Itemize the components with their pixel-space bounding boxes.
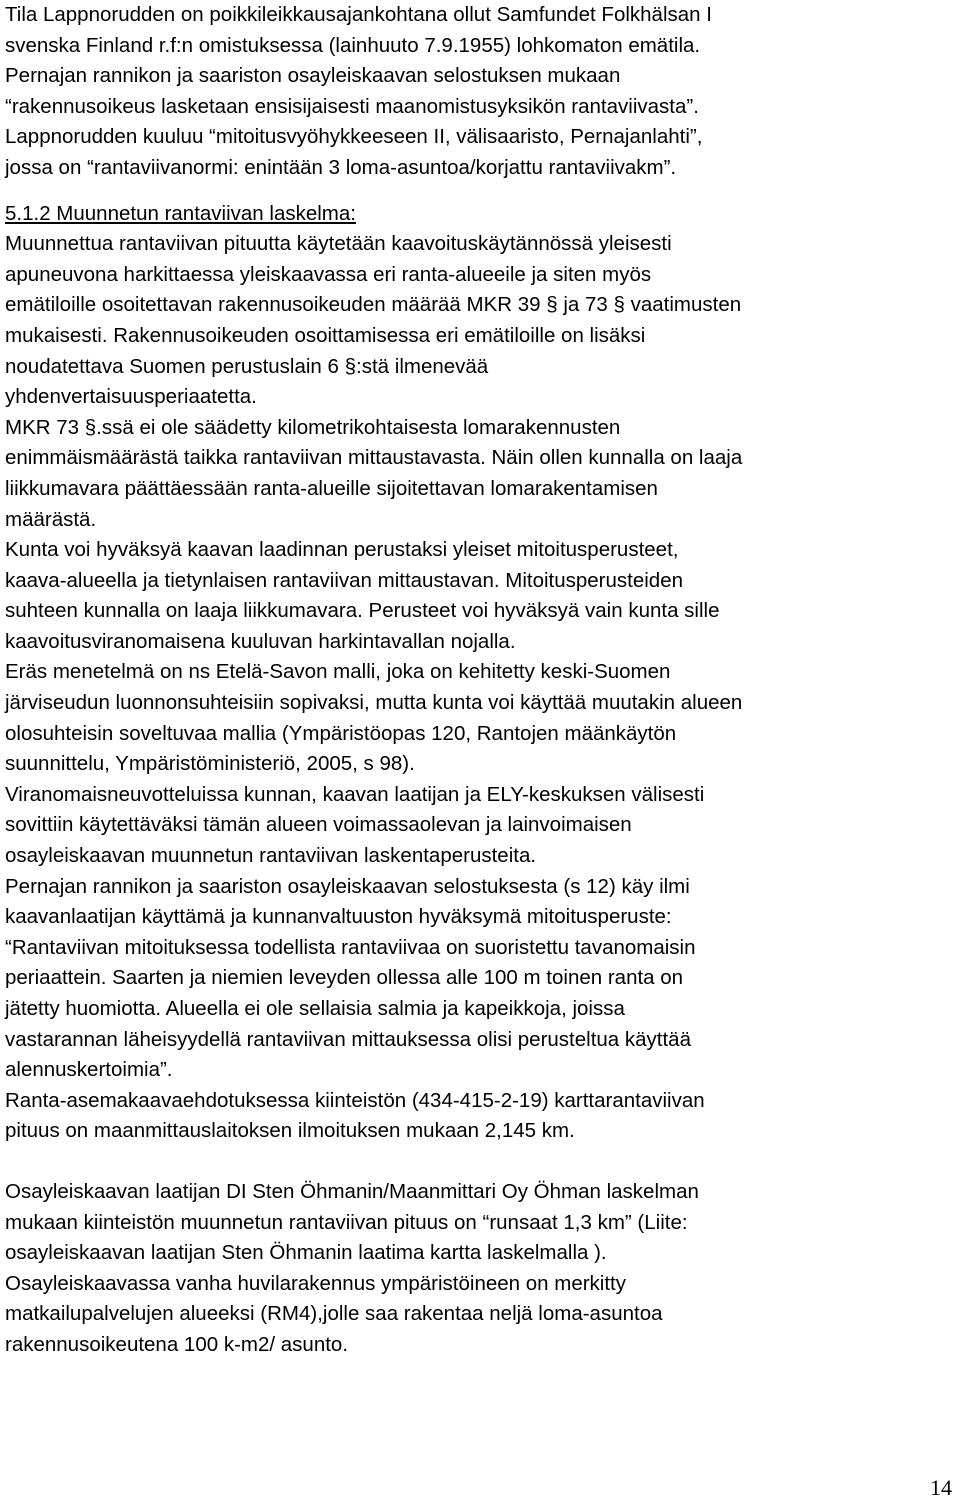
text-line: rakennusoikeutena 100 k-m2/ asunto. xyxy=(5,1332,349,1356)
text-line: “Rantaviivan mitoituksessa todellista rantaviivaa on suoristettu tavanomaisin xyxy=(5,935,696,959)
text-line: mukaisesti. Rakennusoikeuden osoittamisessa eri emätiloille on lisäksi xyxy=(5,323,646,347)
text-line: kaava-alueella ja tietynlaisen rantaviivan mittaustavan. Mitoitusperusteiden xyxy=(5,568,684,592)
document-page xyxy=(5,0,955,1361)
text-line: kaavanlaatijan käyttämä ja kunnanvaltuuston hyväksymä mitoitusperuste: xyxy=(5,905,672,929)
text-line: liikkumavara päättäessään ranta-alueille sijoitettavan lomarakentamisen xyxy=(5,476,658,500)
text-line: Osayleiskaavassa vanha huvilarakennus ympäristöineen on merkitty xyxy=(5,1271,627,1295)
text-line: määrästä. xyxy=(5,507,97,531)
text-line: matkailupalvelujen alueeksi (RM4),jolle saa rakentaa neljä loma-asuntoa xyxy=(5,1302,663,1326)
text-line: suunnittelu, Ympäristöministeriö, 2005, s 98). xyxy=(5,752,415,776)
text-line: Pernajan rannikon ja saariston osayleiskaavan selostuksen mukaan xyxy=(5,64,621,88)
text-line: “rakennusoikeus lasketaan ensisijaisesti maanomistusyksikön rantaviivasta”. xyxy=(5,94,699,118)
text-line: yhdenvertaisuusperiaatetta. xyxy=(5,385,257,409)
text-line: Viranomaisneuvotteluissa kunnan, kaavan laatijan ja ELY-keskuksen välisesti xyxy=(5,782,705,806)
text-line: Lappnorudden kuuluu “mitoitusvyöhykkeeseen II, välisaaristo, Pernajanlahti”, xyxy=(5,125,703,149)
page-number: 14 xyxy=(930,1475,952,1500)
text-line: Tila Lappnorudden on poikkileikkausajankohtana ollut Samfundet Folkhälsan I xyxy=(5,3,712,26)
text-line: svenska Finland r.f:n omistuksessa (lainhuuto 7.9.1955) lohkomaton emätila. xyxy=(5,33,701,57)
text-line: noudatettava Suomen perustuslain 6 §:stä ilmenevää xyxy=(5,354,489,378)
paragraph-calculation-result xyxy=(5,1177,955,1361)
text-line: Ranta-asemakaavaehdotuksessa kiinteistön (434-415-2-19) karttarantaviivan xyxy=(5,1088,705,1112)
text-line: mukaan kiinteistön muunnetun rantaviivan pituus on “runsaat 1,3 km” (Liite: xyxy=(5,1210,688,1234)
text-line: Pernajan rannikon ja saariston osayleiskaavan selostuksesta (s 12) käy ilmi xyxy=(5,874,690,898)
text-line: Kunta voi hyväksyä kaavan laadinnan perustaksi yleiset mitoitusperusteet, xyxy=(5,538,679,562)
text-line: suhteen kunnalla on laaja liikkumavara. Perusteet voi hyväksyä vain kunta sille xyxy=(5,599,720,623)
text-line: Osayleiskaavan laatijan DI Sten Öhmanin/Maanmittari Oy Öhman laskelman xyxy=(5,1179,699,1203)
text-line: apuneuvona harkittaessa yleiskaavassa eri ranta-alueeile ja siten myös xyxy=(5,262,652,286)
text-line: osayleiskaavan laatijan Sten Öhmanin laatima kartta laskelmalla ). xyxy=(5,1241,607,1265)
text-line: emätiloille osoitettavan rakennusoikeuden määrää MKR 39 § ja 73 § vaatimusten xyxy=(5,293,742,317)
spacer xyxy=(5,184,955,199)
paragraph-property-ownership xyxy=(5,0,955,184)
text-line: sovittiin käytettäväksi tämän alueen voimassaolevan ja lainvoimaisen xyxy=(5,813,632,837)
text-line: MKR 73 §.ssä ei ole säädetty kilometrikohtaisesta lomarakennusten xyxy=(5,415,621,439)
text-line: jossa on “rantaviivanormi: enintään 3 loma-asuntoa/korjattu rantaviivakm”. xyxy=(5,155,677,179)
text-line: enimmäismäärästä taikka rantaviivan mittaustavasta. Näin ollen kunnalla on laaja xyxy=(5,446,743,470)
text-line: järviseudun luonnonsuhteisiin sopivaksi, mutta kunta voi käyttää muutakin alueen xyxy=(5,691,743,715)
text-line: periaattein. Saarten ja niemien leveyden ollessa alle 100 m toinen ranta on xyxy=(5,966,684,990)
text-line: jätetty huomiotta. Alueella ei ole sellaisia salmia ja kapeikkoja, joissa xyxy=(5,997,625,1020)
text-line: Muunnettua rantaviivan pituutta käytetään kaavoituskäytännössä yleisesti xyxy=(5,232,672,256)
text-line: olosuhteisin soveltuvaa mallia (Ympäristöopas 120, Rantojen määnkäytön xyxy=(5,721,677,745)
text-line: Eräs menetelmä on ns Etelä-Savon malli, joka on kehitetty keski-Suomen xyxy=(5,660,671,684)
text-line: osayleiskaavan muunnetun rantaviivan laskentaperusteita. xyxy=(5,844,537,868)
text-line: pituus on maanmittauslaitoksen ilmoituksen mukaan 2,145 km. xyxy=(5,1119,575,1143)
text-line: vastarannan läheisyydellä rantaviivan mittauksessa olisi perusteltua käyttää xyxy=(5,1027,691,1051)
text-line: kaavoitusviranomaisena kuuluvan harkintavallan nojalla. xyxy=(5,629,516,653)
spacer xyxy=(5,1147,955,1177)
text-line: alennuskertoimia”. xyxy=(5,1058,173,1082)
section-heading: 5.1.2 Muunnetun rantaviivan laskelma: xyxy=(5,201,356,225)
section-5-1-2 xyxy=(5,199,955,1147)
